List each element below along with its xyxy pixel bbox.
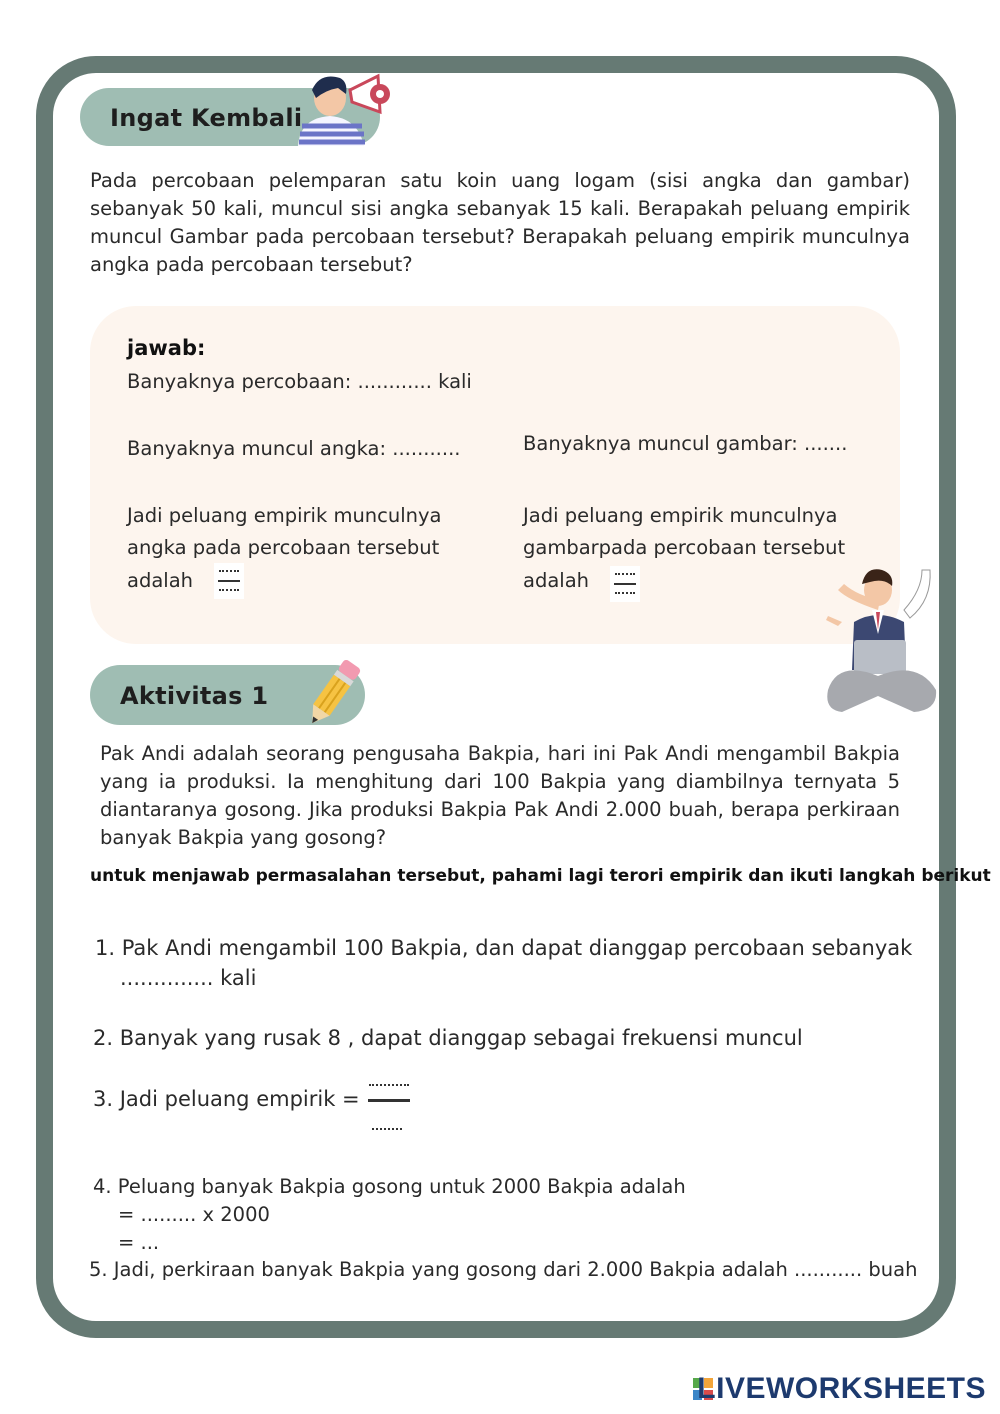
tails-line[interactable]: Banyaknya muncul gambar: ....... — [523, 432, 848, 455]
left-conclusion-2: angka pada percobaan tersebut — [127, 536, 440, 559]
step-1-blank[interactable]: .............. kali — [120, 966, 257, 990]
step-1: 1. Pak Andi mengambil 100 Bakpia, dan dapat dianggap percobaan sebanyak — [95, 936, 913, 960]
step-3-fraction-input[interactable] — [364, 1080, 414, 1136]
answer-label: jawab: — [127, 336, 206, 360]
left-conclusion-3: adalah — [127, 569, 194, 592]
activity-title: Aktivitas 1 — [120, 682, 269, 710]
step-5: 5. Jadi, perkiraan banyak Bakpia yang gosong dari 2.000 Bakpia adalah ........... buah — [89, 1258, 918, 1281]
right-conclusion-3: adalah — [523, 569, 590, 592]
heads-fraction-input[interactable] — [214, 563, 244, 599]
right-conclusion-1: Jadi peluang empirik munculnya — [523, 504, 838, 527]
right-conclusion-2: gambarpada percobaan tersebut — [523, 536, 846, 559]
activity-problem: Pak Andi adalah seorang pengusaha Bakpia, hari ini Pak Andi mengambil Bakpia yang ia produksi. Ia menghitung dari 100 Bakpia yang diambilnya ternyata 5 diantaranya gosong. Jika produksi Bakpia Pak Andi 2.000 buah, berapa perkiraan banyak Bakpia yang gosong? — [100, 742, 900, 849]
answer-box — [90, 306, 900, 644]
activity-instruction: untuk menjawab permasalahan tersebut, pahami lagi terori empirik dan ikuti langkah berikut — [90, 866, 991, 886]
megaphone-person-illustration — [290, 68, 400, 148]
step-3: 3. Jadi peluang empirik = — [93, 1087, 360, 1111]
step-4-multiplication[interactable]: = ......... x 2000 — [118, 1203, 270, 1226]
pencil-icon — [298, 654, 370, 730]
step-4: 4. Peluang banyak Bakpia gosong untuk 2000 Bakpia adalah — [93, 1175, 686, 1198]
liveworksheets-logo-text: LIVEWORKSHEETS — [697, 1372, 986, 1405]
step-2: 2. Banyak yang rusak 8 , dapat dianggap sebagai frekuensi muncul — [93, 1026, 803, 1050]
heads-line[interactable]: Banyaknya muncul angka: ........... — [127, 437, 461, 460]
student-laptop-illustration — [818, 550, 943, 720]
tails-fraction-input[interactable] — [610, 566, 640, 602]
left-conclusion-1: Jadi peluang empirik munculnya — [127, 504, 442, 527]
step-4-result[interactable]: = ... — [118, 1231, 160, 1254]
trials-line[interactable]: Banyaknya percobaan: ............ kali — [127, 370, 472, 393]
recall-title: Ingat Kembali — [110, 104, 303, 132]
recall-question: Pada percobaan pelemparan satu koin uang logam (sisi angka dan gambar) sebanyak 50 kali, muncul sisi angka sebanyak 15 kali. Berapakah peluang empirik muncul Gambar pada percobaan tersebut? Berapakah peluang empirik munculnya angka pada percobaan tersebut? — [90, 169, 910, 276]
